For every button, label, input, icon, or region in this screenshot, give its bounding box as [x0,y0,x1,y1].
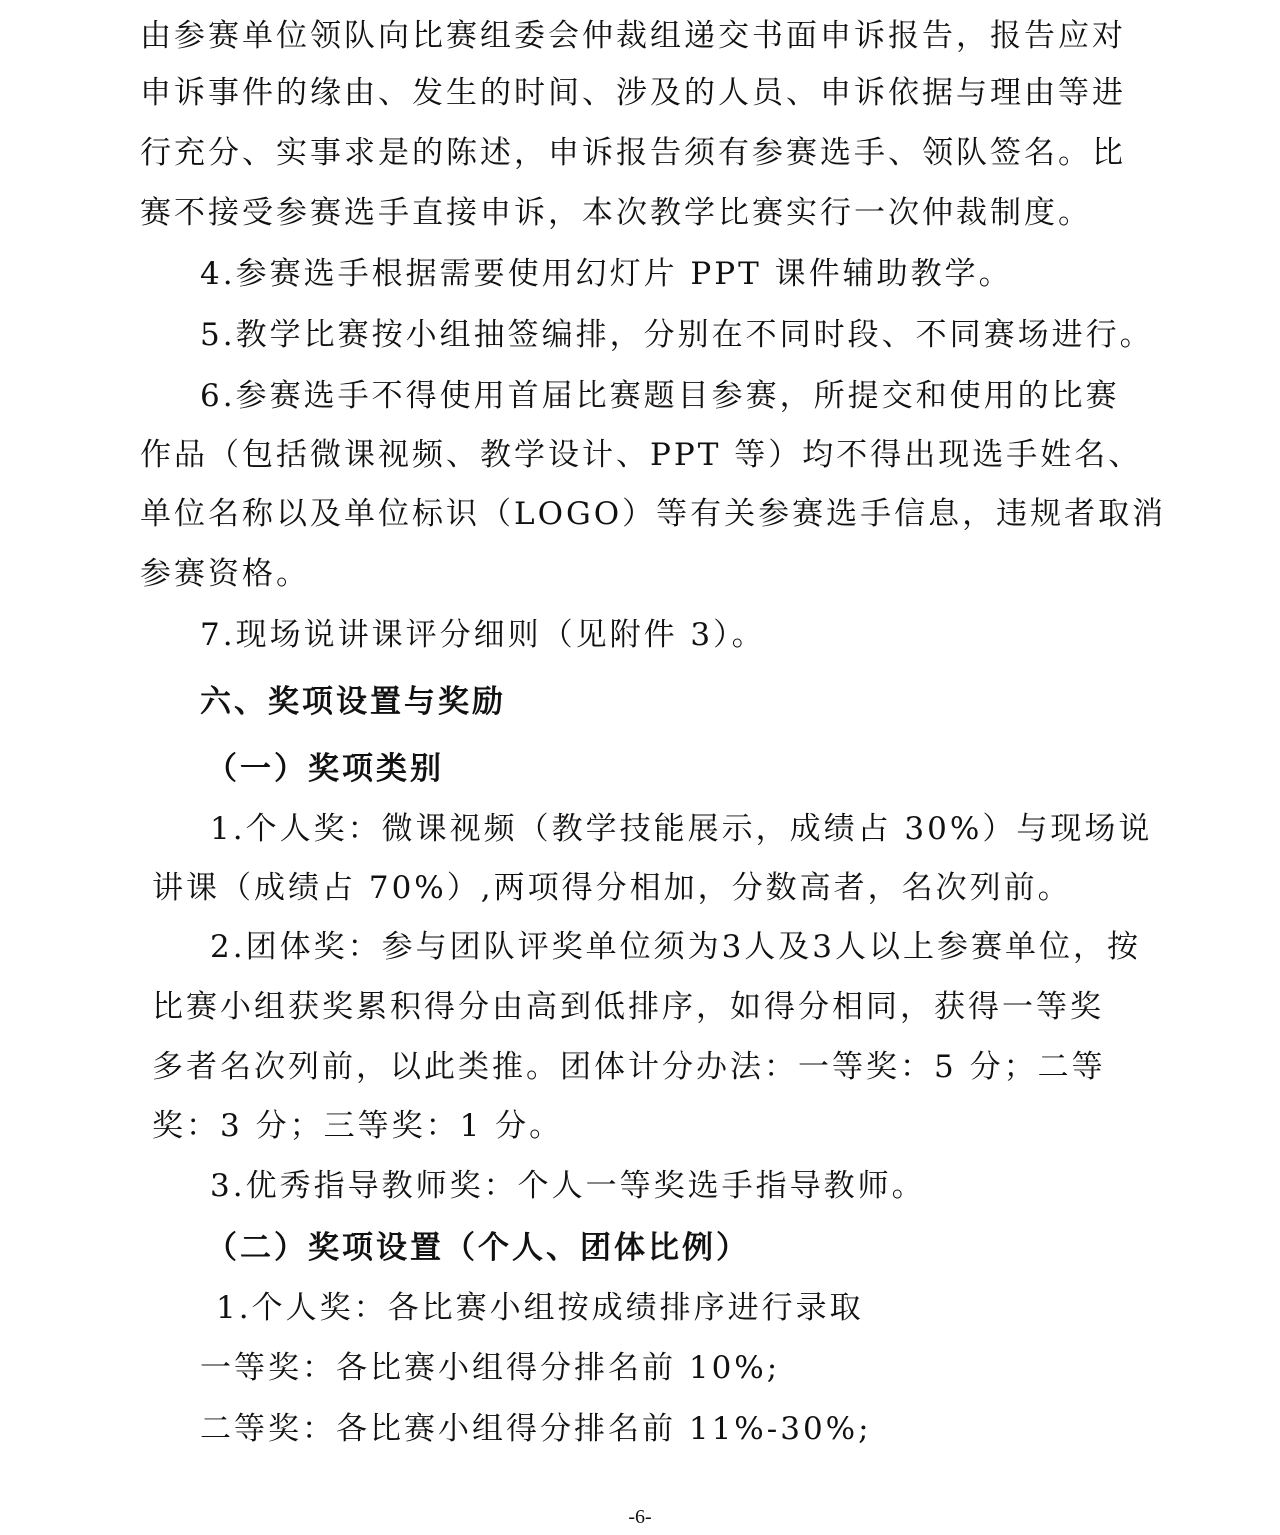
team-award-line-3: 多者名次列前，以此类推。团体计分办法：一等奖：5 分；二等 [152,1049,1106,1085]
page-number: -6- [628,1506,652,1528]
team-award-line-4: 奖：3 分；三等奖：1 分。 [152,1108,564,1144]
rule-item-7: 7.现场说讲课评分细则（见附件 3）。 [200,617,766,653]
appeal-paragraph-line-2: 申诉事件的缘由、发生的时间、涉及的人员、申诉依据与理由等进 [140,75,1126,111]
appeal-paragraph-line-3: 行充分、实事求是的陈述，申诉报告须有参赛选手、领队签名。比 [140,135,1126,171]
rule-item-6-line-1: 6.参赛选手不得使用首届比赛题目参赛，所提交和使用的比赛 [200,378,1120,414]
first-prize-line: 一等奖：各比赛小组得分排名前 10%; [200,1350,781,1386]
rule-item-6-line-4: 参赛资格。 [140,556,310,592]
rule-item-6-line-2: 作品（包括微课视频、教学设计、PPT 等）均不得出现选手姓名、 [140,437,1143,473]
section-heading-awards: 六、奖项设置与奖励 [200,684,506,720]
second-prize-line: 二等奖：各比赛小组得分排名前 11%-30%; [200,1411,872,1447]
appeal-paragraph-line-4: 赛不接受参赛选手直接申诉，本次教学比赛实行一次仲裁制度。 [140,195,1092,231]
appeal-paragraph-line-1: 由参赛单位领队向比赛组委会仲裁组递交书面申诉报告，报告应对 [140,18,1126,54]
rule-item-5: 5.教学比赛按小组抽签编排，分别在不同时段、不同赛场进行。 [200,317,1154,353]
rule-item-4: 4.参赛选手根据需要使用幻灯片 PPT 课件辅助教学。 [200,256,1013,292]
subsection-heading-award-settings: （二）奖项设置（个人、团体比例） [206,1230,750,1266]
individual-award-line-1: 1.个人奖：微课视频（教学技能展示，成绩占 30%）与现场说 [210,811,1153,847]
team-award-line-2: 比赛小组获奖累积得分由高到低排序，如得分相同，获得一等奖 [152,989,1104,1025]
subsection-heading-award-categories: （一）奖项类别 [206,751,444,787]
team-award-line-1: 2.团体奖：参与团队评奖单位须为3人及3人以上参赛单位，按 [210,929,1142,965]
individual-award-line-2: 讲课（成绩占 70%）,两项得分相加，分数高者，名次列前。 [152,870,1072,906]
teacher-award-line: 3.优秀指导教师奖：个人一等奖选手指导教师。 [210,1168,926,1204]
rule-item-6-line-3: 单位名称以及单位标识（LOGO）等有关参赛选手信息，违规者取消 [140,496,1167,532]
individual-award-setting-line: 1.个人奖：各比赛小组按成绩排序进行录取 [216,1290,864,1326]
